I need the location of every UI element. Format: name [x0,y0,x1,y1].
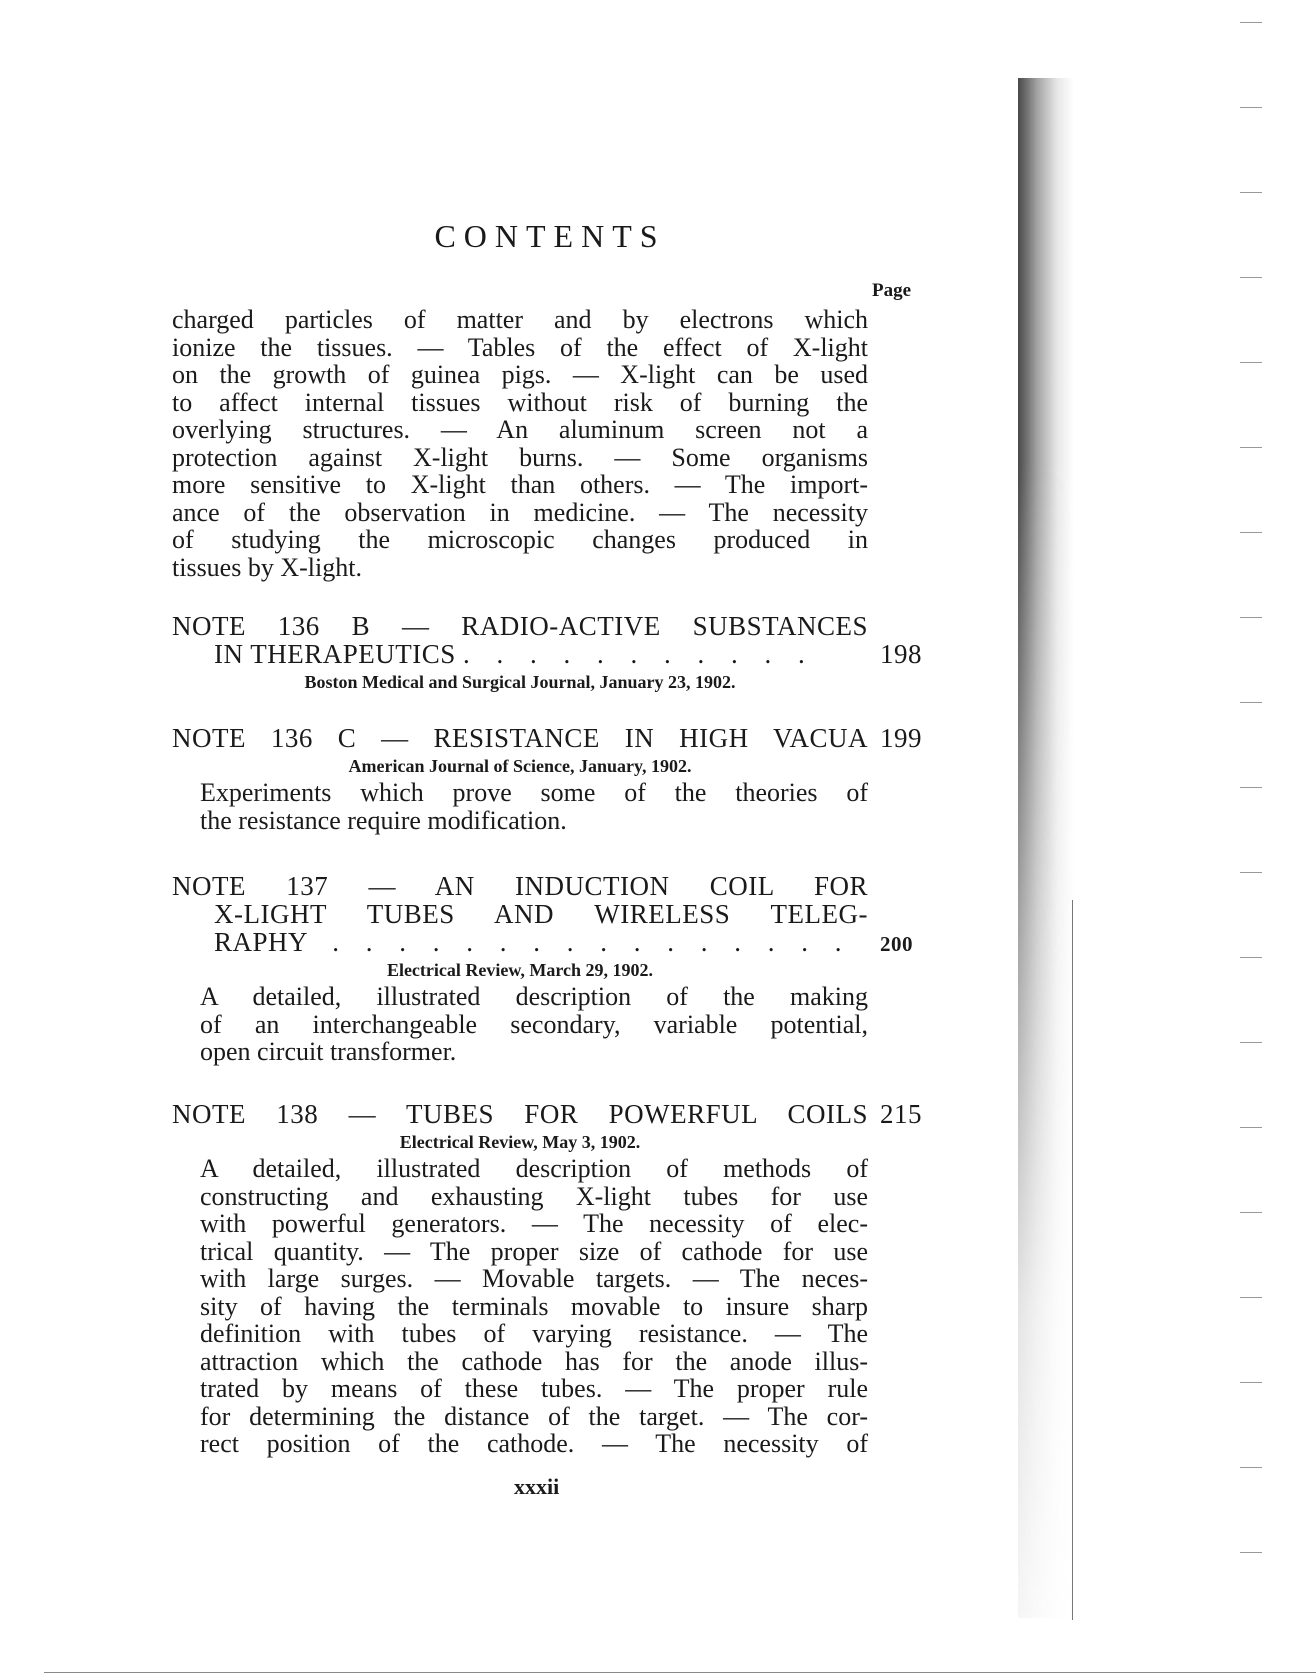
text-line: to affect internal tissues without risk of burning the [172,387,868,417]
text-line: on the growth of guinea pigs. — X-light can be used [172,360,868,389]
page-number: 199 [880,723,922,753]
edge-tick [1240,277,1262,278]
source-citation: Electrical Review, March 29, 1902. [386,960,654,980]
text-line: charged particles of matter and by electrons which [172,305,868,334]
source-citation: Electrical Review, May 3, 1902. [399,1132,641,1152]
entry-heading: RAPHY [214,928,308,956]
dot-leader: . . . . . . . . . . . . . . . . [332,928,852,956]
intro-paragraph [172,306,868,581]
text-line: of studying the microscopic changes produced in [172,525,868,554]
text-line: ionize the tissues. — Tables of the effect of X-light [172,332,868,362]
page-title: CONTENTS [434,218,666,254]
entry-heading: NOTE 136 B — RADIO-ACTIVE SUBSTANCES [172,611,868,641]
page-column-label: Page [872,280,912,301]
page-folio: xxxii [514,1474,560,1499]
text-line: protection against X-light burns. — Some organisms [172,442,868,472]
edge-tick [1240,447,1262,448]
entry-heading: NOTE 137 — AN INDUCTION COIL FOR [172,871,868,901]
page-number: 200 [880,932,913,956]
edge-tick [1240,617,1262,618]
description-line: constructing and exhausting X-light tubes for use [200,1181,868,1211]
description-line: sity of having the terminals movable to insure sharp [200,1291,868,1321]
source-citation: Boston Medical and Surgical Journal, January 23, 1902. [304,672,736,692]
edge-tick [1240,1382,1262,1383]
description-line: for determining the distance of the target. — The cor- [200,1401,868,1431]
toc-entry-note-137 [172,871,913,1066]
scan-shadow [1018,78,1074,1618]
edge-tick [1240,1552,1262,1553]
entry-heading: X-LIGHT TUBES AND WIRELESS TELEG- [214,899,868,929]
scan-bottom-edge [44,1672,1316,1673]
description-line: Experiments which prove some of the theories of [200,778,868,807]
description-line: the resistance require modification. [200,805,567,835]
edge-tick [1240,702,1262,703]
description-line: definition with tubes of varying resistance. — The [200,1319,868,1348]
edge-tick [1240,1212,1262,1213]
page-number: 198 [880,639,922,669]
toc-entry-note-138 [172,1099,922,1458]
text-line: more sensitive to X-light than others. — The import- [172,470,868,499]
text-line: tissues by X-light. [172,552,362,582]
edge-tick [1240,1042,1262,1043]
description-line: open circuit transformer. [200,1037,457,1066]
description-line: A detailed, illustrated description of the making [200,982,868,1011]
description-line: rect position of the cathode. — The necessity of [200,1429,868,1458]
toc-entry-note-136b [172,611,922,695]
description-line: of an interchangeable secondary, variable potential, [200,1009,868,1039]
edge-tick [1240,532,1262,533]
edge-tick [1240,1297,1262,1298]
description-line: with powerful generators. — The necessity of elec- [200,1209,868,1238]
edge-tick [1240,192,1262,193]
dot-leader: . . . . . . . . . . . [463,640,815,668]
scan-edge-line [1072,900,1073,1620]
edge-tick [1240,787,1262,788]
description-line: with large surges. — Movable targets. — The neces- [200,1264,868,1293]
text-line: overlying structures. — An aluminum screen not a [172,415,868,444]
page-number: 215 [880,1099,922,1129]
entry-heading: NOTE 138 — TUBES FOR POWERFUL COILS [172,1099,868,1129]
description-line: A detailed, illustrated description of methods of [200,1154,868,1183]
entry-heading: IN THERAPEUTICS [214,640,456,668]
source-citation: American Journal of Science, January, 1902. [348,756,692,776]
edge-tick [1240,22,1262,23]
entry-heading: NOTE 136 C — RESISTANCE IN HIGH VACUA [172,723,868,753]
edge-tick [1240,107,1262,108]
toc-entry-note-136c [172,723,922,835]
edge-tick [1240,872,1262,873]
edge-tick [1240,1467,1262,1468]
description-line: trical quantity. — The proper size of cathode for use [200,1236,868,1266]
description-line: attraction which the cathode has for the anode illus- [200,1346,868,1376]
edge-tick [1240,362,1262,363]
edge-tick [1240,1127,1262,1128]
edge-tick [1240,957,1262,958]
text-line: ance of the observation in medicine. — The necessity [172,497,868,527]
description-line: trated by means of these tubes. — The proper rule [200,1374,868,1403]
